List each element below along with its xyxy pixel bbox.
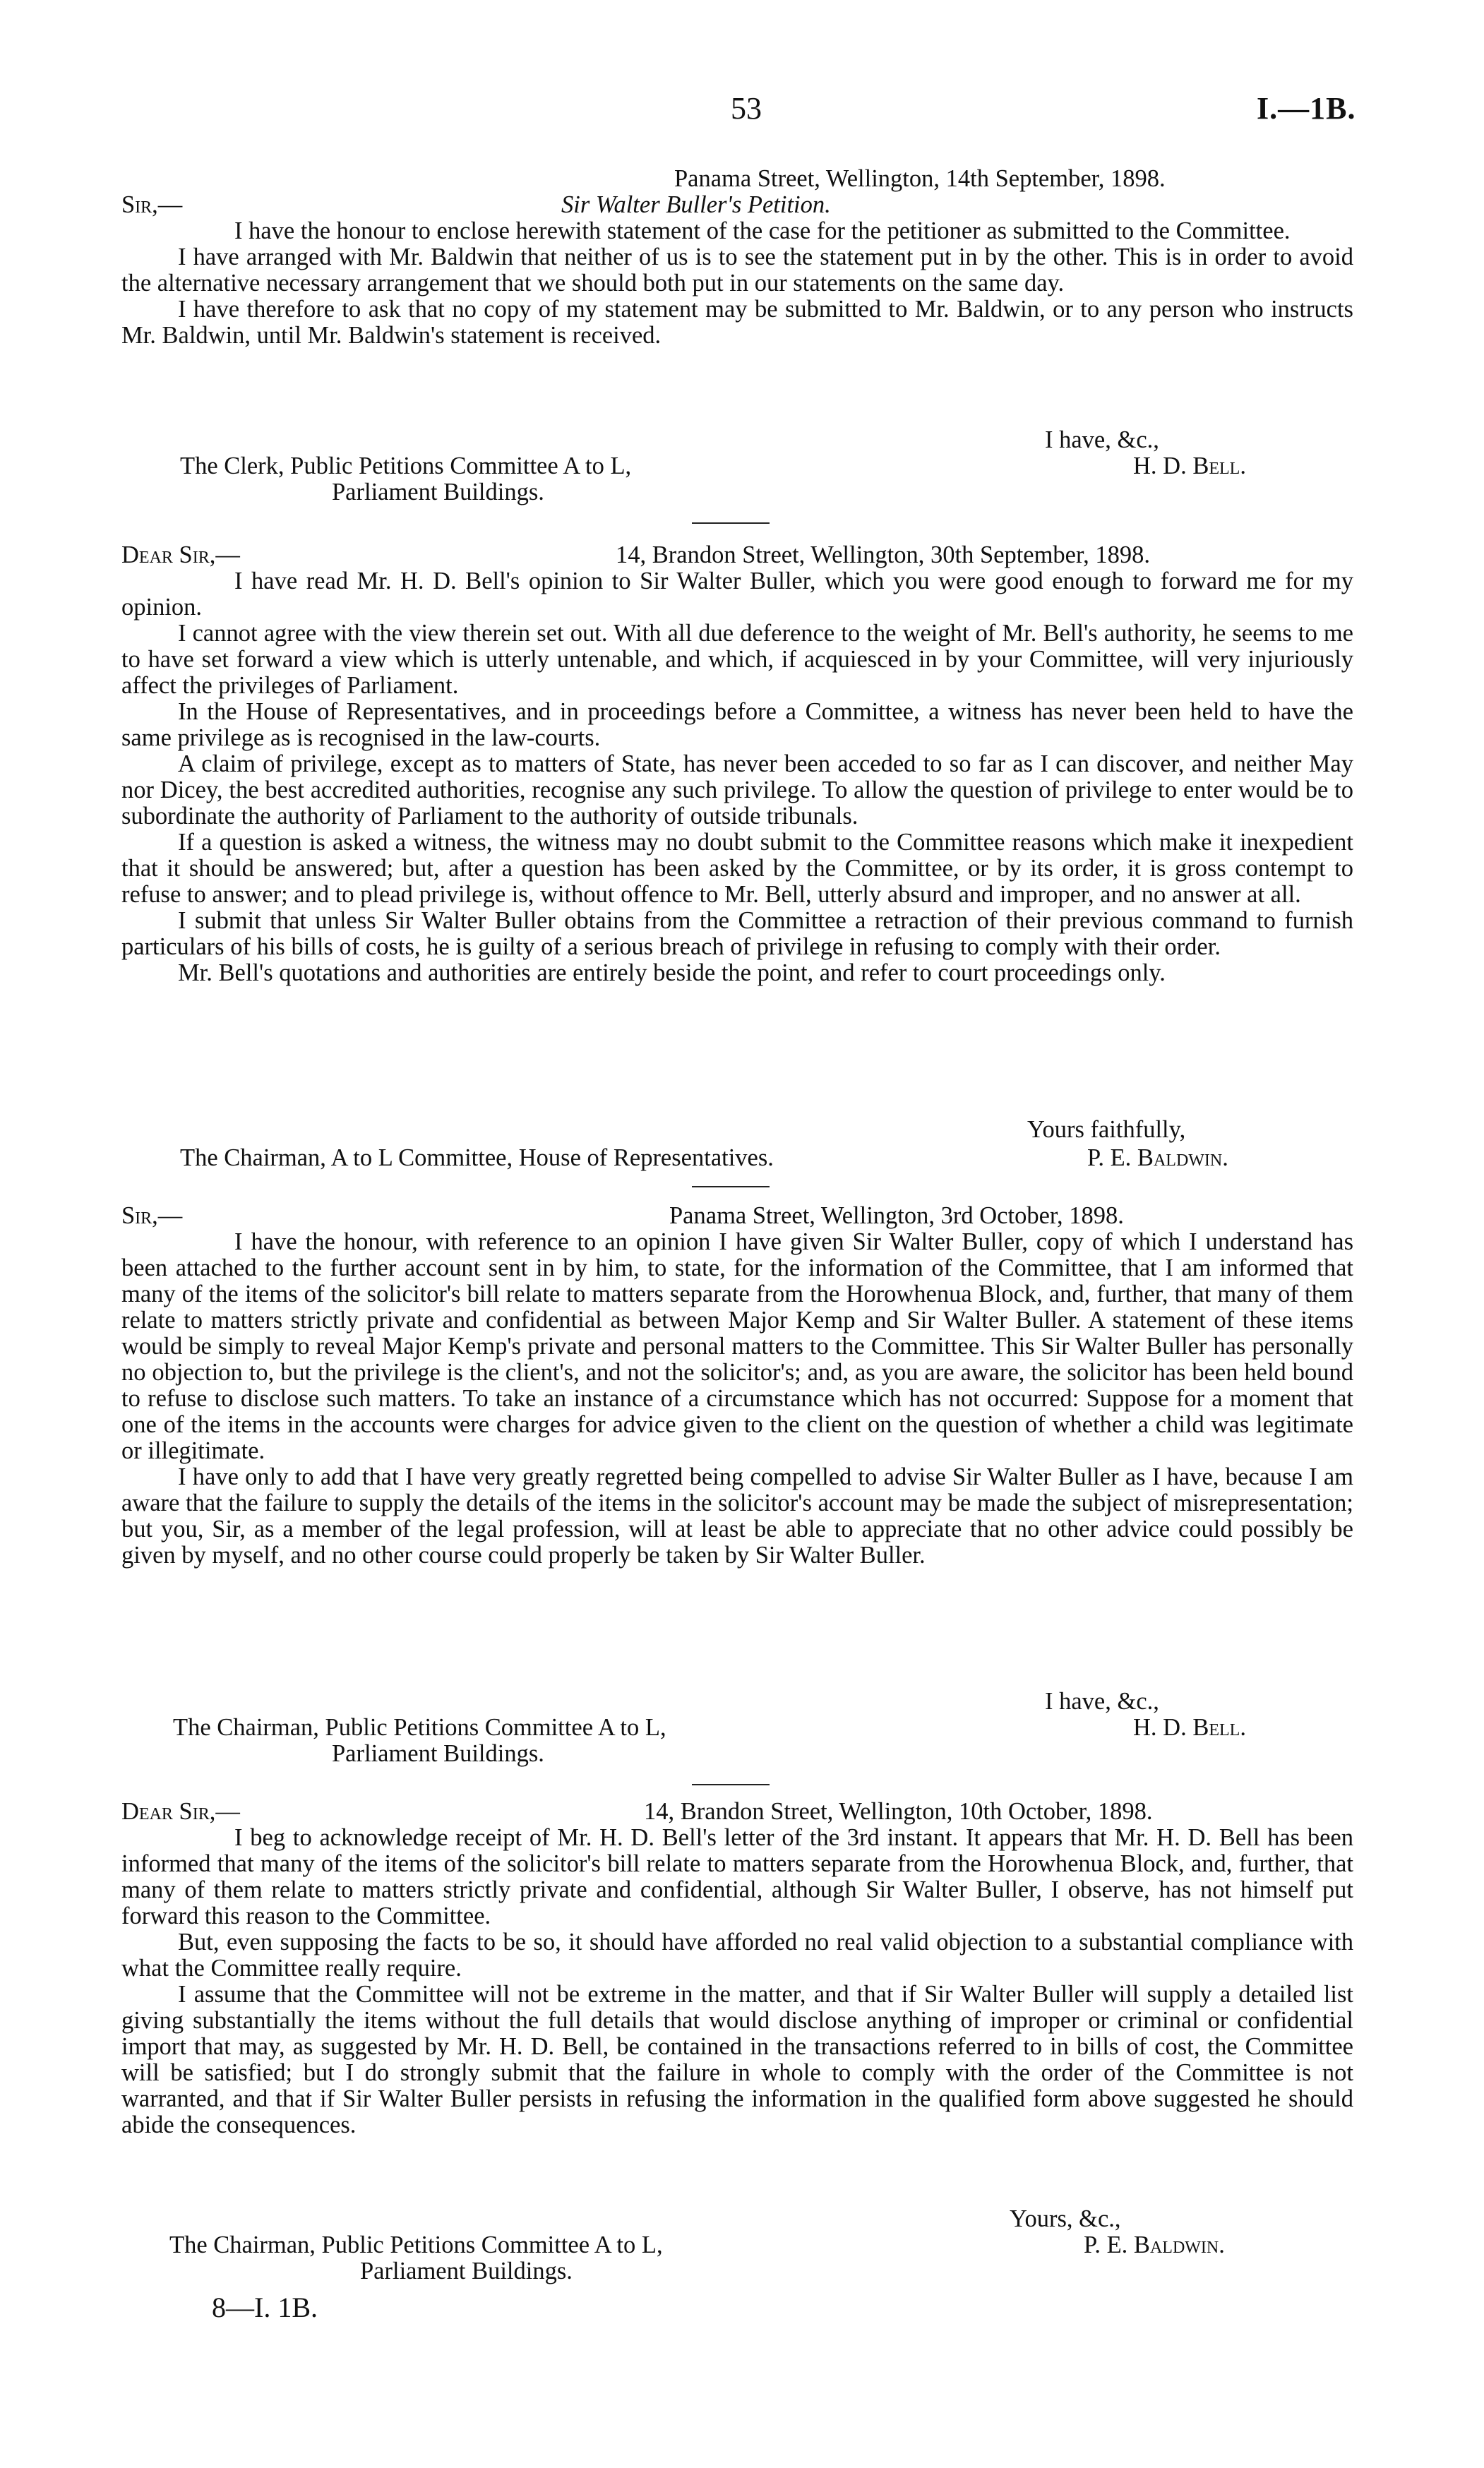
document-reference: I.—1B. <box>1257 91 1356 126</box>
letter-1-paragraph: I have therefore to ask that no copy of my statement may be submitted to Mr. Baldwin, or to any person who instructs Mr. Baldwin, until Mr. Baldwin's statement is received. <box>121 296 1353 349</box>
letter-1-address-date: Panama Street, Wellington, 14th September, 1898. <box>674 165 1166 192</box>
letter-4-salutation: Dear Sir,— <box>121 1798 240 1825</box>
letter-3-recipient: The Chairman, Public Petitions Committee A to L, <box>173 1714 666 1741</box>
letter-1-closing: I have, &c., <box>1045 426 1159 453</box>
separator-rule <box>692 522 770 524</box>
letter-1-recipient: The Clerk, Public Petitions Committee A to L, <box>180 453 632 479</box>
letter-2-paragraph: In the House of Representatives, and in proceedings before a Committee, a witness has never been held to have the same privilege as is recognised in the law-courts. <box>121 698 1353 751</box>
letter-2-paragraph: I cannot agree with the view therein set out. With all due deference to the weight of Mr. Bell's authority, he seems to me to have set forward a view which is utterly untenable, and which, if acquiesced in by your Committee, will very injuriously affect the privileges of Parliament. <box>121 620 1353 699</box>
letter-1-signature: H. D. Bell. <box>1133 453 1246 479</box>
letter-3-recipient-address: Parliament Buildings. <box>332 1740 544 1767</box>
letter-3-address-date: Panama Street, Wellington, 3rd October, 1898. <box>669 1202 1124 1229</box>
letter-2-paragraph: I submit that unless Sir Walter Buller obtains from the Committee a retraction of their previous command to furnish particulars of his bills of costs, he is guilty of a serious breach of privilege in refusing to comply with their order. <box>121 907 1353 960</box>
letter-3-salutation: Sir,— <box>121 1202 183 1229</box>
letter-4-recipient-address: Parliament Buildings. <box>360 2258 573 2284</box>
separator-rule <box>692 1186 770 1187</box>
letter-2-paragraph: Mr. Bell's quotations and authorities are entirely beside the point, and refer to court proceedings only. <box>178 959 1166 986</box>
letter-1-body <box>121 218 1353 349</box>
letter-2-closing: Yours faithfully, <box>1027 1116 1186 1143</box>
letter-1-paragraph: I have the honour to enclose herewith statement of the case for the petitioner as submitted to the Committee. <box>234 217 1291 244</box>
letter-4-paragraph: But, even supposing the facts to be so, it should have afforded no real valid objection to a substantial compliance with what the Committee really require. <box>121 1929 1353 1982</box>
letter-4-address-date: 14, Brandon Street, Wellington, 10th October, 1898. <box>644 1798 1153 1825</box>
letter-4-paragraph: I beg to acknowledge receipt of Mr. H. D. Bell's letter of the 3rd instant. It appears that Mr. H. D. Bell has been informed that many of the items of the solicitor's bill relate to matters separate from the Horowhenua Block, and, further, that many of them relate to matters strictly private and confidential, although Sir Walter Buller, I observe, has not himself put forward this reason to the Committee. <box>121 1824 1353 1929</box>
letter-2-paragraph: A claim of privilege, except as to matters of State, has never been acceded to so far as I can discover, and neither May nor Dicey, the best accredited authorities, recognise any such privilege. To allow the question of privilege to enter would be to subordinate the authority of Parliament to the authority of outside tribunals. <box>121 750 1353 829</box>
letter-4-paragraph: I assume that the Committee will not be extreme in the matter, and that if Sir Walter Buller will supply a detailed list giving substantially the items without the full details that would disclose anything of improper or criminal or confidential import that may, as suggested by Mr. H. D. Bell, be contained in the transactions referred to in bills of cost, the Committee will be satisfied; but I do strongly submit that the failure in whole to comply with the order of the Committee is not warranted, and that if Sir Walter Buller persists in refusing the information in the qualified form above suggested he should abide the consequences. <box>121 1981 1353 2138</box>
letter-3-paragraph: I have the honour, with reference to an opinion I have given Sir Walter Buller, copy of which I understand has been attached to the further account sent in by him, to state, for the information of the Committee, that I am informed that many of the items of the solicitor's bill relate to matters separate from the Horowhenua Block, and, further, that many of them relate to matters strictly private and confidential as between Major Kemp and Sir Walter Buller. A statement of these items would be simply to reveal Major Kemp's private and personal matters to the Committee. This Sir Walter Buller has personally no objection to, but the privilege is the client's, and not the solicitor's; and, as you are aware, the solicitor has been held bound to refuse to disclose such matters. To take an instance of a circumstance which has not occurred: Suppose for a moment that one of the items in the accounts were charges for advice given to the client on the question of whether a child was legitimate or illegitimate. <box>121 1228 1353 1464</box>
signature-mark: 8—I. 1B. <box>212 2292 318 2323</box>
letter-4-recipient: The Chairman, Public Petitions Committee A to L, <box>169 2232 663 2258</box>
letter-4-closing: Yours, &c., <box>1010 2205 1121 2232</box>
letter-1-paragraph: I have arranged with Mr. Baldwin that neither of us is to see the statement put in by the other. This is in order to avoid the alternative necessary arrangement that we should both put in our statements on the same day. <box>121 244 1353 296</box>
letter-4-body <box>121 1825 1353 2138</box>
letter-1-recipient-address: Parliament Buildings. <box>332 479 544 505</box>
letter-3-closing: I have, &c., <box>1045 1688 1159 1715</box>
letter-2-recipient: The Chairman, A to L Committee, House of Representatives. <box>180 1144 774 1171</box>
letter-3-paragraph: I have only to add that I have very greatly regretted being compelled to advise Sir Walter Buller as I have, because I am aware that the failure to supply the details of the items in the solicitor's account may be made the subject of misrepresentation; but you, Sir, as a member of the legal profession, will at least be able to appreciate that no other advice could possibly be given by myself, and no other course could properly be taken by Sir Walter Buller. <box>121 1463 1353 1569</box>
letter-2-salutation: Dear Sir,— <box>121 541 240 568</box>
letter-3-body <box>121 1229 1353 1569</box>
letter-1-subject: Sir Walter Buller's Petition. <box>561 191 831 218</box>
letter-2-body <box>121 568 1353 986</box>
letter-2-signature: P. E. Baldwin. <box>1087 1144 1228 1171</box>
letter-2-paragraph: If a question is asked a witness, the witness may no doubt submit to the Committee reasons which make it inexpedient that it should be answered; but, after a question has been asked by the Committee, or by its order, it is gross contempt to refuse to answer; and to plead privilege is, without offence to Mr. Bell, utterly absurd and improper, and no answer at all. <box>121 829 1353 908</box>
letter-4-signature: P. E. Baldwin. <box>1084 2232 1225 2258</box>
letter-3-signature: H. D. Bell. <box>1133 1714 1246 1741</box>
letter-2-address-date: 14, Brandon Street, Wellington, 30th September, 1898. <box>616 541 1150 568</box>
page-number: 53 <box>731 91 762 126</box>
separator-rule <box>692 1784 770 1785</box>
letter-2-paragraph: I have read Mr. H. D. Bell's opinion to Sir Walter Buller, which you were good enough to forward me for my opinion. <box>121 568 1353 621</box>
letter-1-salutation: Sir,— <box>121 191 183 218</box>
